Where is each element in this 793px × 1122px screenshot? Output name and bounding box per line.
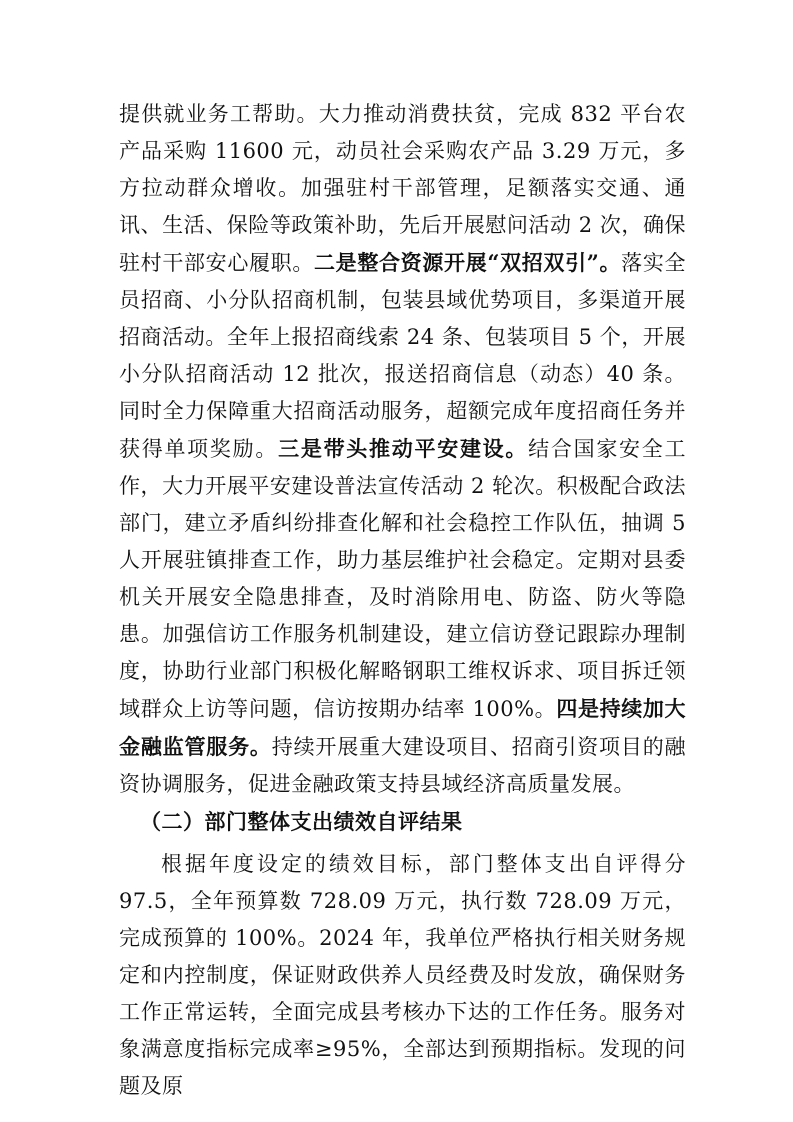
bold-subheading-investment: 二是整合资源开展“双招双引”。 [314,250,622,275]
paragraph-text-segment: 落实全员招商、小分队招商机制，包装县域优势项目，多渠道开展招商活动。全年上报招商线索 24 条、包装项目 5 个，开展小分队招商活动 12 批次，报送招商信息（动态）40 条。同时全力保障重大招商活动服务，超额完成年度招商任务并获得单项奖励。 [119,251,686,461]
bold-subheading-safety: 三是带头推动平安建设。 [278,436,529,461]
paragraph-text-segment: 结合国家安全工作，大力开展平安建设普法宣传活动 2 轮次。积极配合政法部门，建立矛盾纠纷排查化解和社会稳控工作队伍，抽调 5 人开展驻镇排查工作，助力基层维护社会稳定。定期对县委机关开展安全隐患排查，及时消除用电、防盗、防火等隐患。加强信访工作服务机制建设，建立信访登记跟踪办理制度，协助行业部门积极化解略钢职工维权诉求、项目拆迁领域群众上访等问题，信访按期办结率 100%。 [119,437,687,721]
document-page [119,96,686,1105]
body-paragraph-work-summary [119,96,686,803]
body-paragraph-evaluation: 根据年度设定的绩效目标，部门整体支出自评得分 97.5，全年预算数 728.09 万元，执行数 728.09 万元，完成预算的 100%。2024 年，我单位严格执行相关财务规定和内控制度，保证财政供养人员经费及时发放，确保财务工作正常运转，全面完成县考核办下达的工作任务。服务对象满意度指标完成率≥95%，全部达到预期指标。发现的问题及原 [119,852,686,1098]
paragraph-text-segment: 持续开展重大建设项目、招商引资项目的融资协调服务，促进金融政策支持县域经济高质量发展。 [119,735,687,796]
bold-subheading-finance: 四是持续加大金融监管服务。 [119,696,686,759]
paragraph-text-segment: 提供就业务工帮助。大力推动消费扶贫，完成 832 平台农产品采购 11600 元，动员社会采购农产品 3.29 万元，多方拉动群众增收。加强驻村干部管理，足额落实交通、通讯、生活、保险等政策补助，先后开展慰问活动 2 次，确保驻村干部安心履职。 [119,102,686,275]
section-heading: （二）部门整体支出绩效自评结果 [140,809,463,834]
